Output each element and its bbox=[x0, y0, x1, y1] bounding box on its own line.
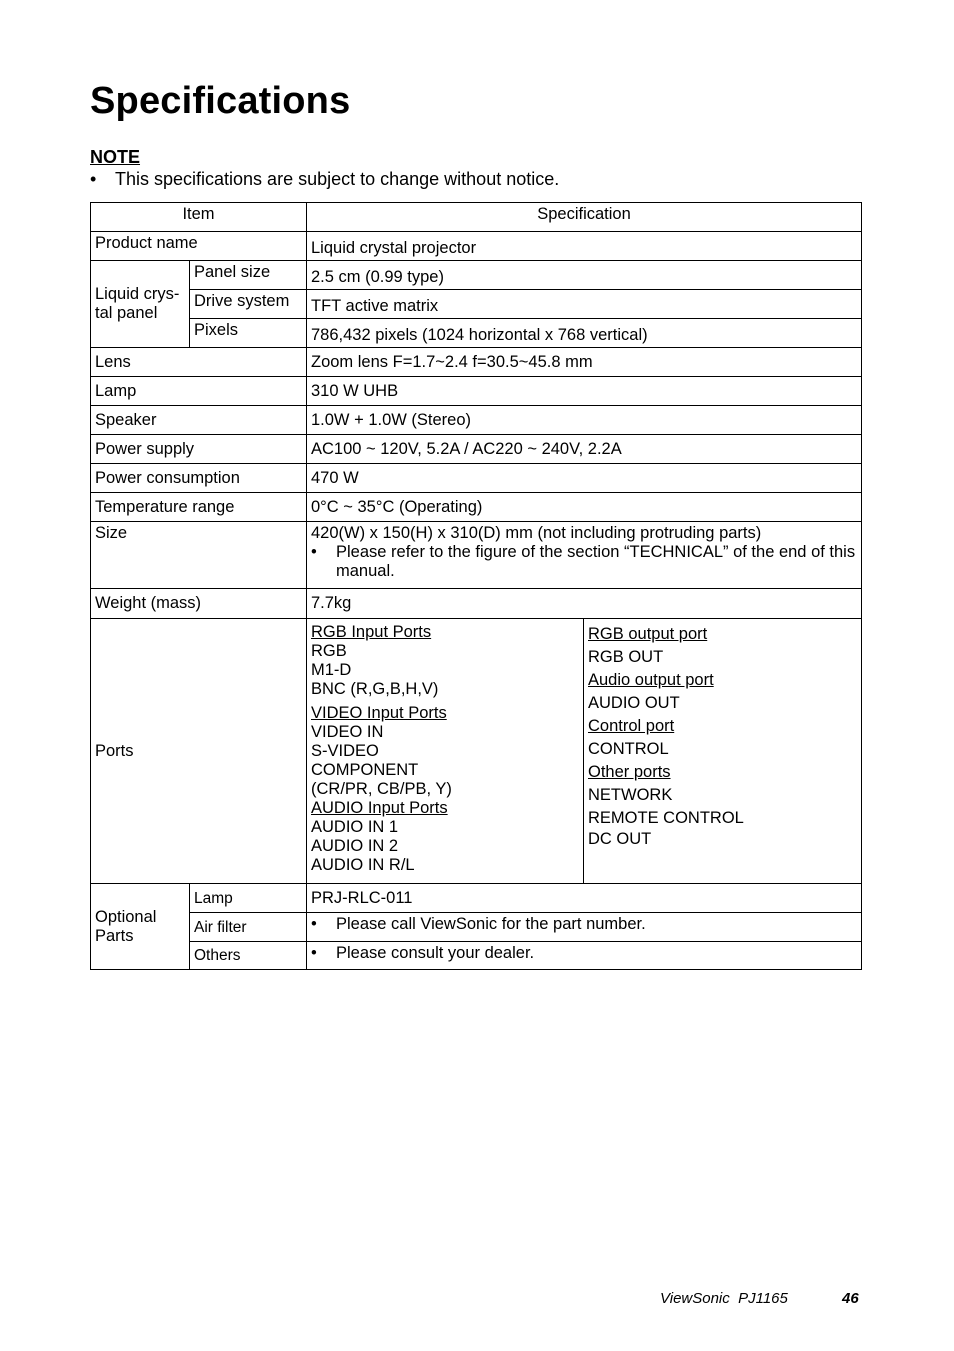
port-item: S-VIDEO bbox=[311, 742, 379, 760]
header-item: Item bbox=[91, 203, 307, 232]
rgb-output-port-heading: RGB output port bbox=[588, 625, 708, 643]
bullet: • bbox=[311, 944, 317, 962]
row-value-others bbox=[307, 942, 862, 970]
audio-output-port-heading: Audio output port bbox=[588, 671, 714, 689]
row-label-pixels: Pixels bbox=[190, 319, 307, 348]
note-heading: NOTE bbox=[90, 147, 141, 167]
bullet: • bbox=[311, 915, 317, 933]
row-value-drive-system: TFT active matrix bbox=[307, 290, 862, 319]
note-text bbox=[90, 169, 559, 190]
row-value-lamp: 310 W UHB bbox=[307, 377, 862, 406]
header-specification: Specification bbox=[307, 203, 862, 232]
port-item: RGB OUT bbox=[588, 648, 664, 666]
row-label-lcd-panel: Liquid crys-tal panel bbox=[91, 261, 190, 348]
port-item: RGB bbox=[311, 642, 347, 660]
row-label-others: Others bbox=[190, 942, 307, 970]
port-item: CONTROL bbox=[588, 740, 669, 758]
port-item: COMPONENT bbox=[311, 761, 419, 779]
air-filter-text: Please call ViewSonic for the part number. bbox=[336, 915, 646, 933]
specifications-table bbox=[90, 202, 862, 970]
row-value-power-supply: AC100 ~ 120V, 5.2A / AC220 ~ 240V, 2.2A bbox=[307, 435, 862, 464]
row-label-lamp: Lamp bbox=[91, 377, 307, 406]
note-body: This specifications are subject to change without notice. bbox=[115, 169, 560, 189]
row-value-pixels: 786,432 pixels (1024 horizontal x 768 vertical) bbox=[307, 319, 862, 348]
row-label-power-supply: Power supply bbox=[91, 435, 307, 464]
row-value-product-name: Liquid crystal projector bbox=[307, 232, 862, 261]
page-title: Specifications bbox=[90, 80, 351, 122]
port-item: VIDEO IN bbox=[311, 723, 384, 741]
bullet: • bbox=[90, 169, 97, 189]
port-item: AUDIO IN 1 bbox=[311, 818, 399, 836]
audio-input-ports-heading: AUDIO Input Ports bbox=[311, 799, 448, 817]
row-label-temperature: Temperature range bbox=[91, 493, 307, 522]
row-label-speaker: Speaker bbox=[91, 406, 307, 435]
port-item: M1-D bbox=[311, 661, 352, 679]
footer-brand: ViewSonic PJ1165 bbox=[660, 1290, 788, 1307]
others-text: Please consult your dealer. bbox=[336, 944, 535, 962]
row-value-power-consumption: 470 W bbox=[307, 464, 862, 493]
row-label-power-consumption: Power consumption bbox=[91, 464, 307, 493]
port-item: NETWORK bbox=[588, 786, 673, 804]
row-value-speaker: 1.0W + 1.0W (Stereo) bbox=[307, 406, 862, 435]
row-value-panel-size: 2.5 cm (0.99 type) bbox=[307, 261, 862, 290]
port-item: DC OUT bbox=[588, 830, 652, 848]
rgb-input-ports-heading: RGB Input Ports bbox=[311, 623, 432, 641]
bullet: • bbox=[311, 543, 317, 561]
row-value-temperature: 0°C ~ 35°C (Operating) bbox=[307, 493, 862, 522]
port-item: (CR/PR, CB/PB, Y) bbox=[311, 780, 452, 798]
port-item: AUDIO OUT bbox=[588, 694, 680, 712]
video-input-ports-heading: VIDEO Input Ports bbox=[311, 704, 447, 722]
row-label-panel-size: Panel size bbox=[190, 261, 307, 290]
row-label-weight: Weight (mass) bbox=[91, 589, 307, 619]
row-value-size bbox=[307, 522, 862, 589]
ports-input-column bbox=[307, 619, 584, 884]
port-item: BNC (R,G,B,H,V) bbox=[311, 680, 439, 698]
port-item: REMOTE CONTROL bbox=[588, 809, 744, 827]
other-ports-heading: Other ports bbox=[588, 763, 671, 781]
row-label-size: Size bbox=[91, 522, 307, 589]
row-value-lens: Zoom lens F=1.7~2.4 f=30.5~45.8 mm bbox=[307, 348, 862, 377]
row-value-weight: 7.7kg bbox=[307, 589, 862, 619]
ports-output-column bbox=[584, 619, 862, 884]
row-label-product-name: Product name bbox=[91, 232, 307, 261]
page-number: 46 bbox=[842, 1290, 859, 1307]
row-label-drive-system: Drive system bbox=[190, 290, 307, 319]
row-label-air-filter: Air filter bbox=[190, 913, 307, 942]
size-dimensions: 420(W) x 150(H) x 310(D) mm (not including protruding parts) bbox=[311, 524, 762, 542]
port-item: AUDIO IN 2 bbox=[311, 837, 399, 855]
port-item: AUDIO IN R/L bbox=[311, 856, 415, 874]
row-label-lens: Lens bbox=[91, 348, 307, 377]
control-port-heading: Control port bbox=[588, 717, 675, 735]
size-note-text: Please refer to the figure of the section “TECHNICAL” of the end of this manual. bbox=[336, 543, 856, 580]
size-note bbox=[311, 543, 857, 581]
row-value-optional-lamp: PRJ-RLC-011 bbox=[307, 884, 862, 913]
row-label-optional-parts: Optional Parts bbox=[91, 884, 190, 970]
row-label-optional-lamp: Lamp bbox=[190, 884, 307, 913]
row-label-ports: Ports bbox=[91, 619, 307, 884]
row-value-air-filter bbox=[307, 913, 862, 942]
